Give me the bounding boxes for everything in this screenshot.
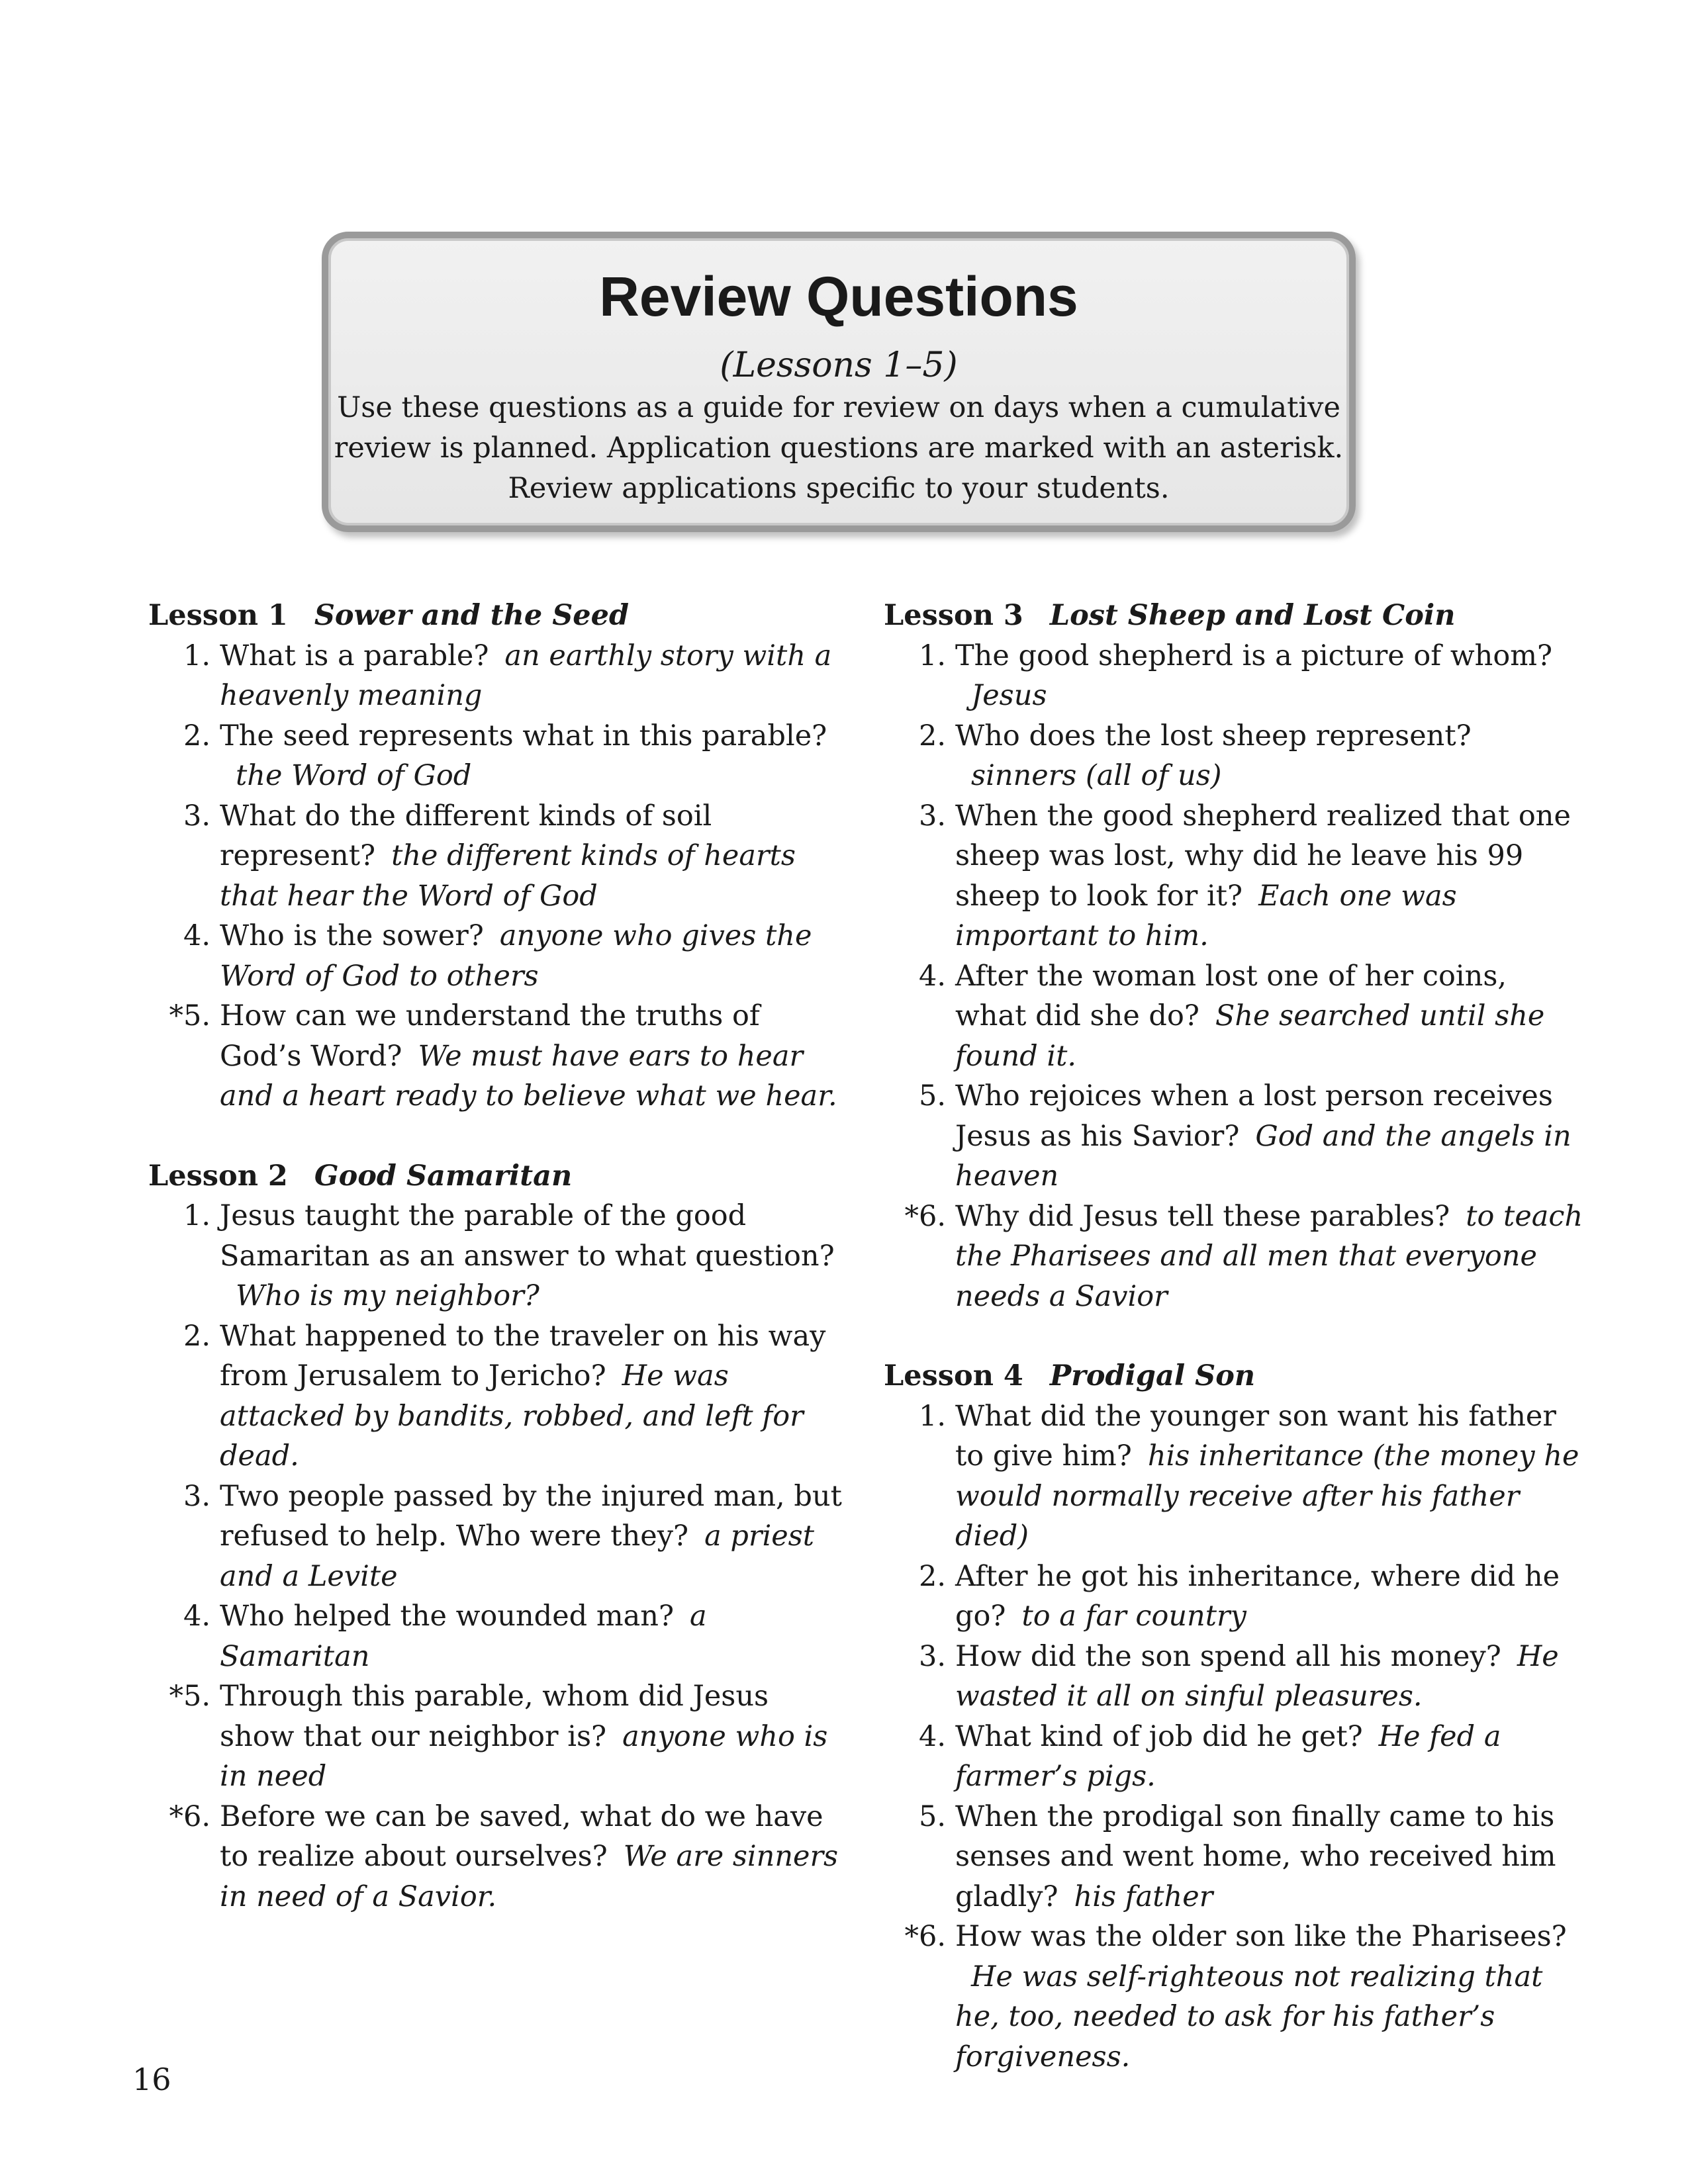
lesson-heading: [148, 1156, 850, 1197]
answer-text: his father: [1074, 1880, 1213, 1913]
question-item: [884, 1917, 1585, 2077]
question-text: What happened to the traveler on his way from Jerusalem to Jericho?: [220, 1319, 826, 1392]
question-item: [884, 1797, 1585, 1917]
lesson-label: Lesson 1: [148, 599, 288, 632]
question-text: Before we can be saved, what do we have to realize about ourselves?: [220, 1799, 823, 1873]
question-text: Who is the sower?: [220, 919, 484, 952]
answer-text: He wasted it all on sinful pleasures.: [955, 1639, 1559, 1713]
lesson-label: Lesson 3: [884, 599, 1023, 632]
instructions: [328, 388, 1349, 509]
question-text: Who does the lost sheep represent?: [955, 719, 1472, 752]
question-number: *5.: [169, 1680, 211, 1713]
question-number: 4.: [183, 1600, 211, 1633]
answer-text: the Word of God: [236, 759, 472, 792]
lesson-label: Lesson 4: [884, 1359, 1023, 1392]
lesson-label: Lesson 2: [148, 1159, 288, 1193]
lesson-heading: [148, 596, 850, 636]
answer-text: anyone who is in need: [220, 1719, 828, 1793]
instruction-line: Review applications specific to your students.: [508, 472, 1170, 505]
question-text: How can we understand the truths of God’s Word?: [220, 999, 760, 1073]
question-item: [148, 716, 850, 796]
question-number: *6.: [904, 1920, 946, 1953]
question-item: [884, 1076, 1585, 1197]
lesson-heading: [884, 596, 1585, 636]
question-text: How did the son spend all his money?: [955, 1639, 1501, 1673]
answer-text: We are sinners in need of a Savior.: [220, 1840, 839, 1913]
question-text: Who rejoices when a lost person receives Jesus as his Savior?: [955, 1079, 1553, 1153]
lesson-heading: [884, 1356, 1585, 1396]
answer-text: God and the angels in heaven: [955, 1119, 1571, 1193]
question-number: *6.: [169, 1799, 211, 1833]
lesson-section: [884, 1356, 1585, 2077]
question-number: 4.: [918, 959, 946, 993]
question-item: [148, 796, 850, 917]
question-text: What is a parable?: [220, 639, 489, 672]
question-item: [148, 1676, 850, 1797]
question-text: After the woman lost one of her coins, what did she do?: [955, 959, 1507, 1032]
question-number: 3.: [183, 1479, 211, 1513]
review-header-box: [322, 232, 1356, 532]
question-number: 5.: [918, 1079, 946, 1113]
answer-text: to a far country: [1021, 1600, 1246, 1633]
instruction-line: review is planned. Application questions are marked with an asterisk.: [334, 432, 1344, 465]
question-text: What kind of job did he get?: [955, 1719, 1363, 1753]
question-item: [884, 956, 1585, 1077]
question-text: When the prodigal son finally came to his senses and went home, who received him gladly?: [955, 1799, 1556, 1913]
question-number: 2.: [183, 719, 211, 752]
question-item: [884, 1717, 1585, 1797]
answer-text: Each one was important to him.: [955, 879, 1457, 952]
question-number: 4.: [918, 1719, 946, 1753]
answer-text: Who is my neighbor?: [236, 1279, 539, 1312]
answer-text: She searched until she found it.: [955, 999, 1545, 1073]
question-number: 3.: [918, 799, 946, 833]
question-text: After he got his inheritance, where did he go?: [955, 1559, 1560, 1633]
question-item: [884, 796, 1585, 956]
right-column: [884, 596, 1585, 2116]
answer-text: He was attacked by bandits, robbed, and left for dead.: [220, 1359, 804, 1473]
page-title: Review Questions: [599, 265, 1078, 328]
question-item: [148, 636, 850, 716]
lesson-section: [148, 596, 850, 1116]
question-number: 5.: [918, 1799, 946, 1833]
question-item: [884, 1396, 1585, 1557]
question-number: *6.: [904, 1199, 946, 1233]
question-item: [884, 636, 1585, 716]
question-item: [148, 916, 850, 996]
question-text: Jesus taught the parable of the good Samaritan as an answer to what question?: [220, 1199, 835, 1273]
lesson-title: Sower and the Seed: [314, 599, 630, 632]
question-number: 1.: [918, 1399, 946, 1433]
question-number: 1.: [183, 639, 211, 672]
answer-text: the different kinds of hearts that hear the Word of God: [220, 839, 796, 913]
answer-text: an earthly story with a heavenly meaning: [220, 639, 832, 712]
question-text: How was the older son like the Pharisees?: [955, 1920, 1567, 1953]
answer-text: his inheritance (the money he would normally receive after his father died): [955, 1439, 1579, 1553]
question-item: [148, 1196, 850, 1316]
question-text: Why did Jesus tell these parables?: [955, 1199, 1450, 1233]
question-text: Two people passed by the injured man, but refused to help. Who were they?: [220, 1479, 842, 1553]
question-text: When the good shepherd realized that one sheep was lost, why did he leave his 99 sheep to look for it?: [955, 799, 1571, 913]
question-item: [148, 1797, 850, 1917]
answer-text: Jesus: [971, 679, 1047, 712]
question-text: Who helped the wounded man?: [220, 1600, 675, 1633]
question-number: 2.: [183, 1319, 211, 1353]
question-text: What did the younger son want his father to give him?: [955, 1399, 1556, 1473]
answer-text: anyone who gives the Word of God to others: [220, 919, 812, 993]
question-item: [884, 1637, 1585, 1717]
lesson-section: [884, 596, 1585, 1316]
question-item: [148, 996, 850, 1116]
answer-text: He was self-righteous not realizing that he, too, needed to ask for his father’s forgiveness.: [955, 1960, 1543, 2073]
question-number: 2.: [918, 1559, 946, 1593]
question-text: What do the different kinds of soil represent?: [220, 799, 712, 872]
page-subtitle: (Lessons 1–5): [720, 345, 958, 385]
answer-text: He fed a farmer’s pigs.: [955, 1719, 1501, 1793]
question-item: [148, 1477, 850, 1597]
lesson-section: [148, 1156, 850, 1917]
answer-text: a Samaritan: [220, 1600, 707, 1673]
question-item: [884, 1197, 1585, 1317]
question-text: Through this parable, whom did Jesus show that our neighbor is?: [220, 1680, 769, 1753]
answer-text: a priest and a Levite: [220, 1520, 814, 1593]
question-number: *5.: [169, 999, 211, 1032]
answer-text: sinners (all of us): [971, 759, 1222, 792]
question-text: The seed represents what in this parable?: [220, 719, 827, 752]
question-number: 1.: [183, 1199, 211, 1232]
question-number: 3.: [918, 1639, 946, 1673]
question-text: The good shepherd is a picture of whom?: [955, 639, 1553, 672]
lesson-title: Prodigal Son: [1049, 1359, 1256, 1392]
page-number: 16: [132, 2062, 171, 2097]
question-item: [884, 1557, 1585, 1637]
answer-text: to teach the Pharisees and all men that everyone needs a Savior: [955, 1199, 1583, 1313]
question-item: [148, 1596, 850, 1676]
question-item: [884, 716, 1585, 796]
question-number: 4.: [183, 919, 211, 952]
question-number: 2.: [918, 719, 946, 752]
question-item: [148, 1316, 850, 1477]
question-number: 3.: [183, 799, 211, 833]
left-column: [148, 596, 850, 1956]
instruction-line: Use these questions as a guide for review on days when a cumulative: [337, 391, 1340, 424]
answer-text: We must have ears to hear and a heart ready to believe what we hear.: [220, 1039, 837, 1113]
lesson-title: Good Samaritan: [314, 1159, 573, 1193]
lesson-title: Lost Sheep and Lost Coin: [1049, 599, 1456, 632]
question-number: 1.: [918, 639, 946, 672]
